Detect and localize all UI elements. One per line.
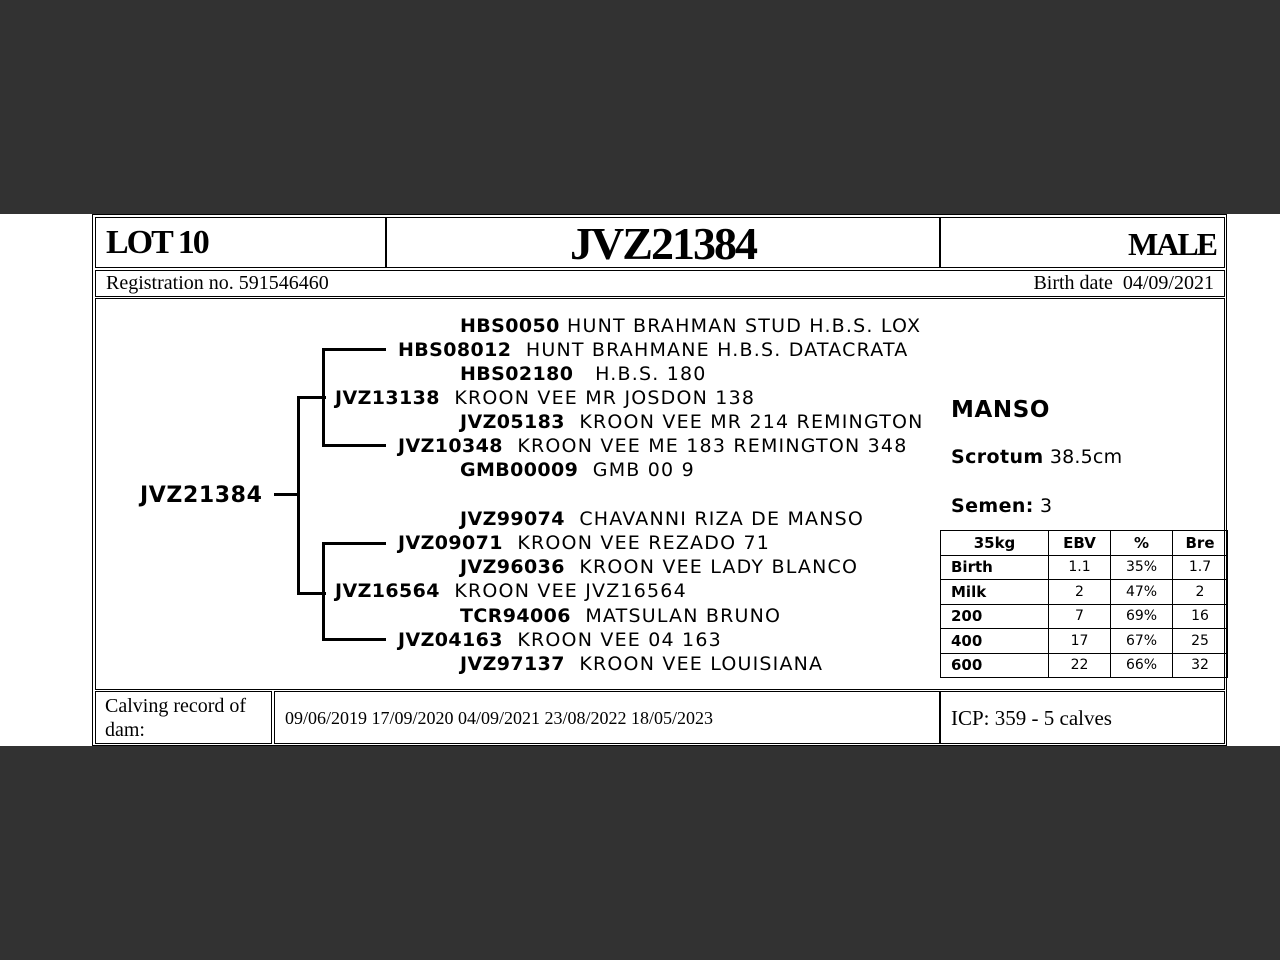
registration-number: 591546460	[238, 272, 329, 294]
scrotum-label: Scrotum	[951, 446, 1044, 468]
entry-code: JVZ16564	[335, 580, 440, 602]
table-row	[941, 629, 1228, 654]
pedigree-entry	[398, 629, 722, 651]
pct-value: 69%	[1111, 604, 1173, 629]
entry-code: JVZ09071	[398, 532, 503, 554]
calving-dates: 09/06/2019 17/09/2020 04/09/2021 23/08/2022 18/05/2023	[285, 708, 714, 728]
bre-value: 16	[1173, 604, 1228, 629]
entry-name: H.B.S. 180	[595, 363, 707, 385]
icp-box	[940, 691, 1225, 744]
entry-code: JVZ10348	[398, 435, 503, 457]
animal-id-title: JVZ21384	[570, 218, 756, 269]
pedigree-entry	[335, 387, 755, 409]
id-box	[386, 217, 940, 268]
pedigree-entry	[460, 653, 823, 675]
pct-value: 47%	[1111, 580, 1173, 605]
bre-value: 25	[1173, 629, 1228, 654]
ebv-value: 7	[1049, 604, 1111, 629]
table-row	[941, 604, 1228, 629]
entry-name: MATSULAN BRUNO	[585, 605, 782, 627]
calving-dates-box	[274, 691, 940, 744]
lot-box	[95, 217, 386, 268]
entry-name: KROON VEE 04 163	[517, 629, 722, 651]
row-label: Milk	[941, 580, 1049, 605]
pedigree-entry	[398, 532, 770, 554]
row-label: 600	[941, 653, 1049, 678]
ebv-header-percent: %	[1111, 531, 1173, 556]
calving-label: Calving record of dam:	[105, 695, 247, 741]
bre-value: 1.7	[1173, 555, 1228, 580]
icp-value: ICP: 359 - 5 calves	[951, 706, 1112, 730]
entry-name: GMB 00 9	[592, 459, 695, 481]
semen-value: 3	[1040, 495, 1053, 517]
connector-dam-dam	[322, 638, 386, 641]
entry-code: HBS02180	[460, 363, 574, 385]
entry-code: JVZ97137	[460, 653, 565, 675]
table-row	[941, 555, 1228, 580]
connector-sire-dam	[322, 444, 386, 447]
entry-code: JVZ04163	[398, 629, 503, 651]
pedigree-entry	[398, 435, 908, 457]
bre-value: 32	[1173, 653, 1228, 678]
entry-name: KROON VEE REZADO 71	[517, 532, 771, 554]
entry-name: KROON VEE LADY BLANCO	[579, 556, 859, 578]
entry-name: KROON VEE ME 183 REMINGTON 348	[517, 435, 908, 457]
scrotum	[951, 446, 1122, 468]
scrotum-value: 38.5cm	[1049, 446, 1123, 468]
connector-sire-sire	[322, 348, 386, 351]
ebv-header-row	[941, 531, 1228, 556]
entry-code: JVZ99074	[460, 508, 565, 530]
pedigree-entry	[460, 459, 695, 481]
entry-name: HUNT BRAHMAN STUD H.B.S. LOX	[567, 315, 922, 337]
birth-date-label: Birth date	[1033, 272, 1113, 294]
entry-name: KROON VEE JVZ16564	[454, 580, 687, 602]
bre-value: 2	[1173, 580, 1228, 605]
ebv-header-weight: 35kg	[941, 531, 1049, 556]
sex-box	[940, 217, 1225, 268]
table-row	[941, 653, 1228, 678]
pedigree-entry	[460, 315, 921, 337]
pct-value: 66%	[1111, 653, 1173, 678]
entry-name: KROON VEE MR JOSDON 138	[454, 387, 756, 409]
pct-value: 35%	[1111, 555, 1173, 580]
pct-value: 67%	[1111, 629, 1173, 654]
entry-code: HBS08012	[398, 339, 512, 361]
semen	[951, 495, 1052, 517]
connector-dam-sire	[322, 542, 386, 545]
pedigree-entry	[460, 605, 781, 627]
ebv-value: 2	[1049, 580, 1111, 605]
entry-name: KROON VEE LOUISIANA	[579, 653, 824, 675]
sex-label: MALE	[1128, 226, 1216, 262]
registration-label: Registration no.	[106, 272, 234, 294]
entry-code: JVZ05183	[460, 411, 565, 433]
pedigree-entry	[398, 339, 908, 361]
pedigree-entry	[460, 508, 864, 530]
pedigree-entry	[460, 363, 707, 385]
birth-date-value: 04/09/2021	[1122, 272, 1214, 294]
table-row	[941, 580, 1228, 605]
ebv-value: 17	[1049, 629, 1111, 654]
row-label: 200	[941, 604, 1049, 629]
entry-name: KROON VEE MR 214 REMINGTON	[579, 411, 924, 433]
registration	[106, 271, 329, 296]
entry-name: HUNT BRAHMANE H.B.S. DATACRATA	[525, 339, 909, 361]
entry-code: GMB00009	[460, 459, 579, 481]
ebv-header-ebv: EBV	[1049, 531, 1111, 556]
ebv-value: 1.1	[1049, 555, 1111, 580]
connector-subject	[274, 493, 298, 496]
registration-row	[95, 270, 1225, 297]
entry-code: JVZ13138	[335, 387, 440, 409]
pedigree-entry	[335, 580, 687, 602]
connector-dam-vertical	[322, 542, 325, 640]
pedigree-entry	[460, 411, 924, 433]
entry-code: TCR94006	[460, 605, 571, 627]
calving-label-box	[95, 691, 272, 744]
semen-label: Semen:	[951, 495, 1034, 517]
ebv-table	[940, 530, 1228, 678]
entry-code: JVZ96036	[460, 556, 565, 578]
connector-parents-vertical	[297, 396, 300, 594]
ebv-header-bre: Bre	[1173, 531, 1228, 556]
pedigree-subject: JVZ21384	[140, 483, 263, 508]
birth-date	[1033, 271, 1214, 296]
connector-sire-vertical	[322, 348, 325, 446]
lot-number: LOT 10	[106, 224, 208, 261]
row-label: Birth	[941, 555, 1049, 580]
animal-name: MANSO	[951, 397, 1051, 423]
ebv-value: 22	[1049, 653, 1111, 678]
pedigree-entry	[460, 556, 858, 578]
row-label: 400	[941, 629, 1049, 654]
entry-code: HBS0050	[460, 315, 560, 337]
entry-name: CHAVANNI RIZA DE MANSO	[579, 508, 865, 530]
